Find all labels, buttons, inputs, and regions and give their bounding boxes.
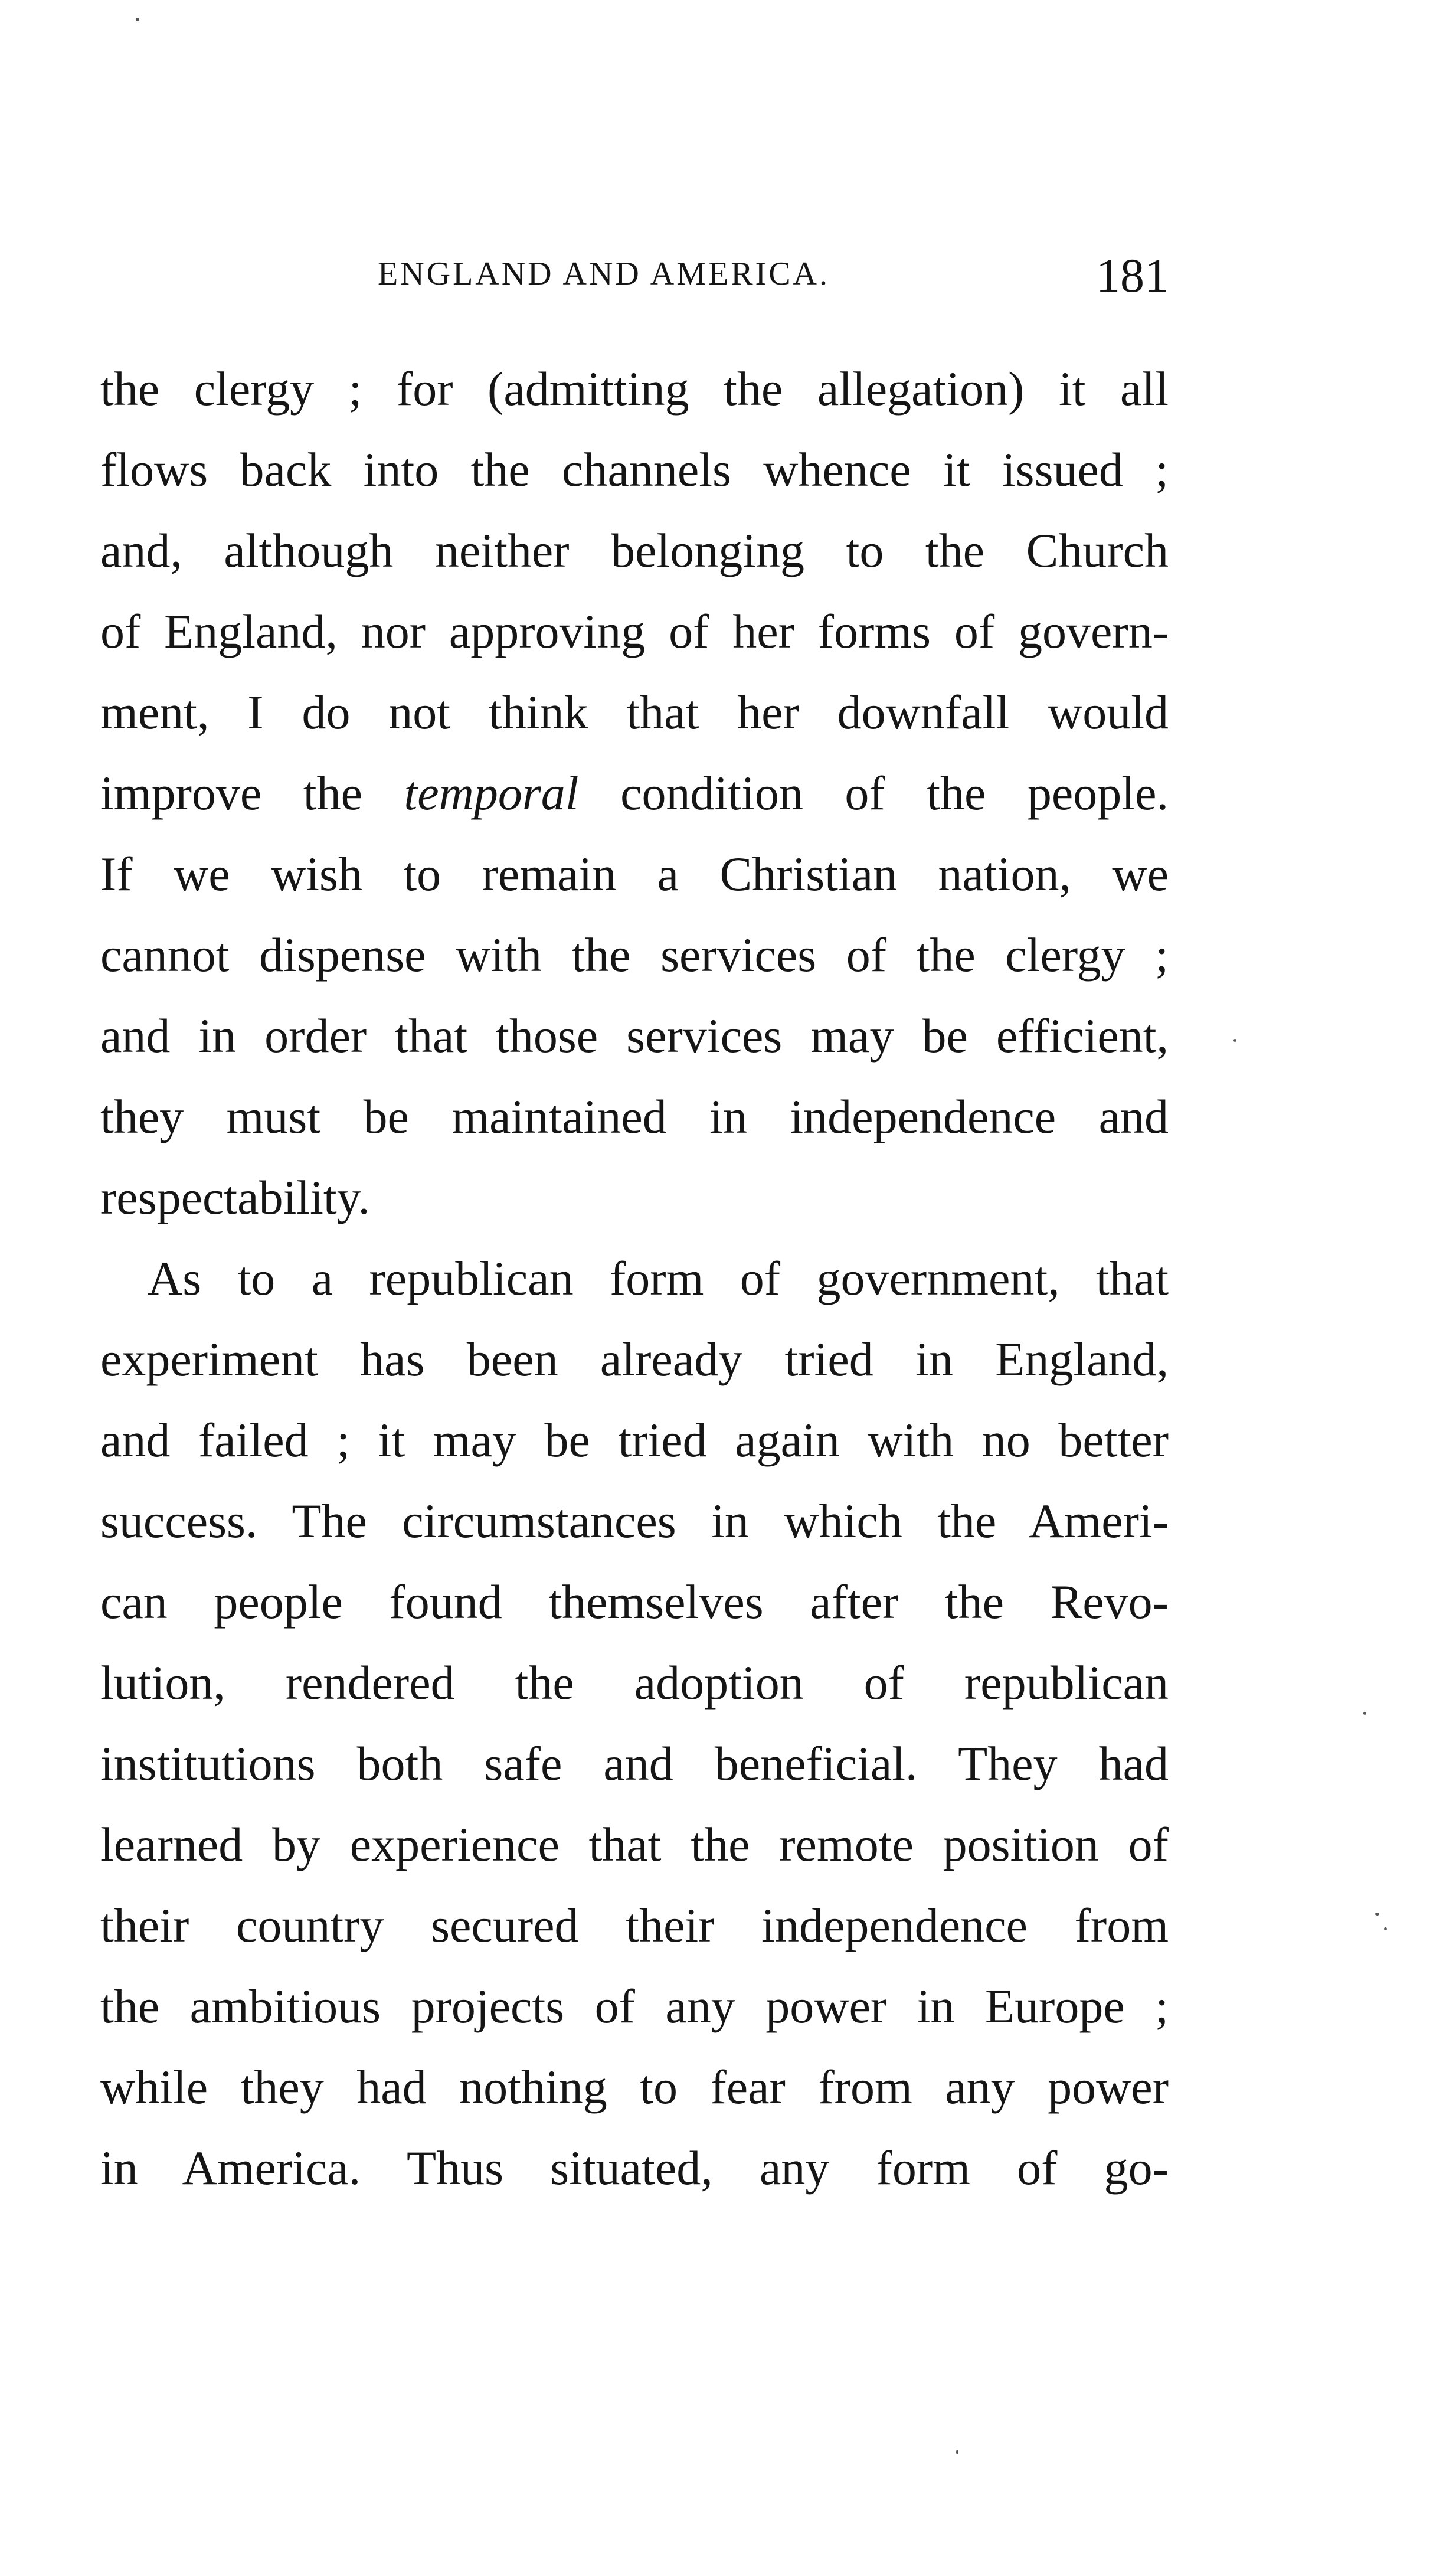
text-line: and in order that those services may be efficient, (100, 1009, 1169, 1063)
text-line: of England, nor approving of her forms of govern- (100, 604, 1169, 658)
text-segment: condition of the people. (578, 766, 1169, 820)
text-segment: improve the (100, 766, 404, 820)
text-line (100, 753, 1169, 834)
text-line: As to a republican form of government, that (148, 1251, 1169, 1305)
text-line: and, although neither belonging to the Church (100, 524, 1169, 577)
running-head (100, 248, 1169, 301)
page-number: 181 (1096, 249, 1169, 302)
text-line: in America. Thus situated, any form of go- (100, 2141, 1169, 2195)
running-title: ENGLAND AND AMERICA. (378, 256, 830, 292)
text-line: their country secured their independence from (100, 1898, 1169, 1952)
text-line: flows back into the channels whence it issued ; (100, 443, 1169, 496)
print-speck (136, 18, 139, 21)
emphasized-word: temporal (404, 766, 579, 820)
print-speck (1363, 1712, 1366, 1715)
text-line: the ambitious projects of any power in Europe ; (100, 1979, 1169, 2033)
text-line: institutions both safe and beneficial. They had (100, 1737, 1169, 1790)
text-line: lution, rendered the adoption of republican (100, 1656, 1169, 1710)
text-line: while they had nothing to fear from any power (100, 2060, 1169, 2114)
text-line: and failed ; it may be tried again with no better (100, 1413, 1169, 1467)
print-speck (1233, 1039, 1236, 1042)
paragraph (100, 1238, 1169, 2208)
text-line: If we wish to remain a Christian nation, we (100, 847, 1169, 901)
print-speck (1375, 1913, 1379, 1916)
text-line: can people found themselves after the Revo- (100, 1575, 1169, 1629)
body-text (100, 348, 1169, 2208)
text-line: success. The circumstances in which the Ameri- (100, 1494, 1169, 1548)
text-line: the clergy ; for (admitting the allegation) it all (100, 362, 1169, 416)
text-line: learned by experience that the remote position of (100, 1818, 1169, 1871)
text-line: cannot dispense with the services of the clergy ; (100, 928, 1169, 982)
print-speck (956, 2450, 958, 2454)
text-line: ment, I do not think that her downfall would (100, 685, 1169, 739)
print-speck (1384, 1927, 1387, 1930)
text-line: they must be maintained in independence and (100, 1090, 1169, 1143)
text-line: respectability. (100, 1171, 370, 1224)
text-line: experiment has been already tried in England, (100, 1332, 1169, 1386)
paragraph (100, 348, 1169, 1238)
